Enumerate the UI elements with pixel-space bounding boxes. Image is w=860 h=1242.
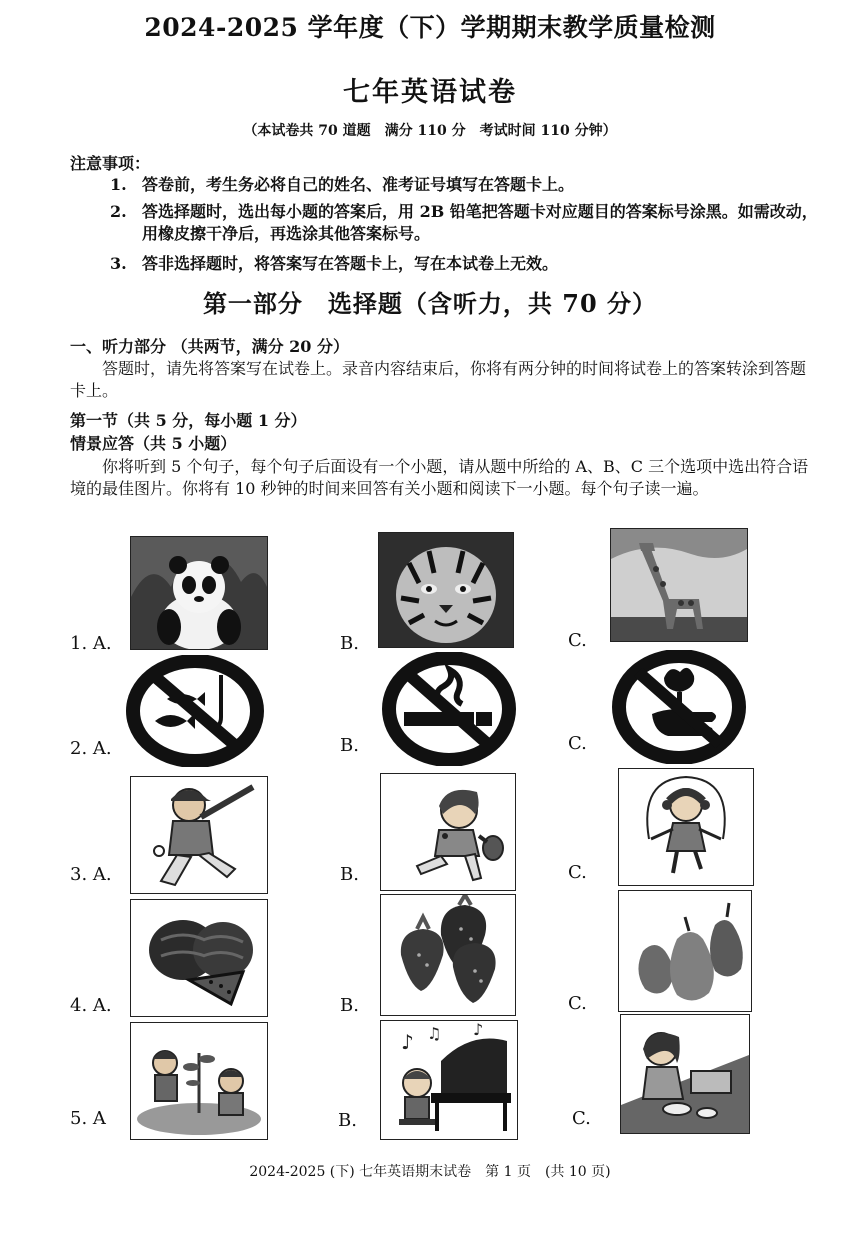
girl-jumping-rope-icon[interactable] xyxy=(618,768,754,886)
exam-subject-title: 七年英语试卷 xyxy=(343,77,517,108)
exam-title: 2024-2025 学年度（下）学期期末教学质量检测 xyxy=(144,13,716,42)
no-fishing-sign-icon[interactable] xyxy=(125,655,265,767)
baseball-player-icon[interactable] xyxy=(130,776,268,894)
section-title: 一、听力部分 （共两节，满分 20 分） xyxy=(70,337,349,356)
section-intro: 答题时，请先将答案写在试卷上。录音内容结束后，你将有两分钟的时间将试卷上的答案转涂到答题卡上。 xyxy=(70,359,807,400)
girl-playing-ping-pong-icon[interactable] xyxy=(380,773,516,891)
tiger-icon[interactable] xyxy=(378,532,514,648)
strawberries-icon[interactable] xyxy=(380,894,516,1016)
question-3-label-c: C. xyxy=(568,862,587,883)
page-footer: 2024-2025 (下) 七年英语期末试卷 第 1 页 (共 10 页) xyxy=(249,1164,611,1180)
question-5-label-b: B. xyxy=(338,1110,357,1131)
notice-item-number: 2. xyxy=(110,202,127,221)
question-4-label-a: 4. A. xyxy=(70,995,112,1016)
svg-text:♪: ♪ xyxy=(473,1021,484,1039)
watermelon-icon[interactable] xyxy=(130,899,268,1017)
question-3-label-a: 3. A. xyxy=(70,864,112,885)
question-4-label-c: C. xyxy=(568,993,587,1014)
panda-icon[interactable] xyxy=(130,536,268,650)
question-2-label-b: B. xyxy=(340,735,359,756)
svg-text:♫: ♫ xyxy=(427,1024,442,1043)
notice-item xyxy=(110,174,820,196)
question-1-label-c: C. xyxy=(568,630,587,651)
svg-text:♪: ♪ xyxy=(401,1030,414,1054)
exam-subtitle: （本试卷共 70 道题 满分 110 分 考试时间 110 分钟） xyxy=(243,123,617,139)
notice-item-text: 答非选择题时，将答案写在答题卡上，写在本试卷上无效。 xyxy=(142,254,559,273)
subsection-name: 情景应答（共 5 小题） xyxy=(70,434,237,453)
question-5-label-a: 5. A xyxy=(70,1108,106,1129)
notice-item-text: 答选择题时，选出每小题的答案后，用 2B 铅笔把答题卡对应题目的答案标号涂黑。如需改动，用橡皮擦干净后，再选涂其他答案标号。 xyxy=(142,202,818,243)
question-5-label-c: C. xyxy=(572,1108,591,1129)
part-one-title: 第一部分 选择题（含听力，共 70 分） xyxy=(202,289,658,318)
notice-item xyxy=(110,253,820,275)
subsection-title: 第一节（共 5 分，每小题 1 分） xyxy=(70,411,307,430)
giraffe-icon[interactable] xyxy=(610,528,748,642)
girl-washing-dishes-icon[interactable] xyxy=(620,1014,750,1134)
no-picking-flowers-sign-icon[interactable] xyxy=(612,650,746,764)
notice-item-number: 1. xyxy=(110,175,127,194)
no-smoking-sign-icon[interactable] xyxy=(382,652,516,766)
notice-item-text: 答卷前，考生务必将自己的姓名、准考证号填写在答题卡上。 xyxy=(142,175,575,194)
question-4-label-b: B. xyxy=(340,995,359,1016)
question-1-label-a: 1. A. xyxy=(70,633,112,654)
children-planting-trees-icon[interactable] xyxy=(130,1022,268,1140)
boy-playing-piano-icon[interactable] xyxy=(380,1020,518,1140)
question-1-label-b: B. xyxy=(340,633,359,654)
question-3-label-b: B. xyxy=(340,864,359,885)
notice-item xyxy=(110,201,820,245)
question-2-label-a: 2. A. xyxy=(70,738,112,759)
subsection-intro: 你将听到 5 个句子，每个句子后面设有一个小题，请从题中所给的 A、B、C 三个选项中选出符合语境的最佳图片。你将有 10 秒钟的时间来回答有关小题和阅读下一小题。每个句子读一遍。 xyxy=(70,457,809,498)
pears-icon[interactable] xyxy=(618,890,752,1012)
notice-heading: 注意事项： xyxy=(70,154,151,173)
question-2-label-c: C. xyxy=(568,733,587,754)
notice-item-number: 3. xyxy=(110,254,127,273)
